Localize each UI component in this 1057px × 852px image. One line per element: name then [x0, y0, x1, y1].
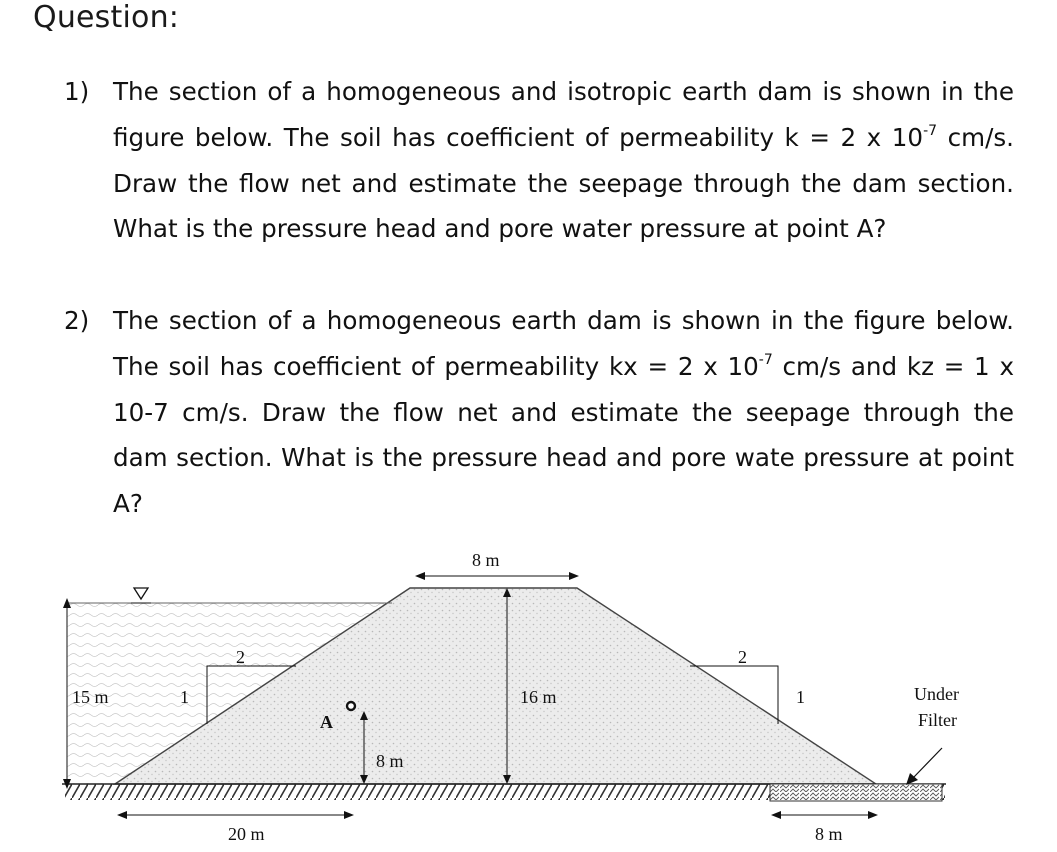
label-downstream-v: 1	[796, 687, 805, 707]
exponent: -7	[758, 351, 773, 368]
question-number: 1)	[64, 77, 90, 106]
arrow-left-icon	[117, 811, 127, 819]
label-filter-line1: Under	[914, 684, 959, 704]
question-text-part: cm/s. Draw the flow net and estimate the seepage through the dam section. What is the pressure head and pore water pressure at point A?	[113, 122, 1015, 244]
label-upstream-base: 20 m	[228, 824, 265, 844]
exponent: -7	[923, 122, 938, 139]
label-water-depth: 15 m	[72, 687, 109, 707]
page-heading: Question:	[33, 0, 180, 35]
label-upstream-v: 1	[180, 687, 189, 707]
label-crest-width: 8 m	[472, 550, 500, 570]
arrow-left-icon	[771, 811, 781, 819]
label-point-height: 8 m	[376, 751, 404, 771]
question-text-part: The section of a homogeneous and isotropic earth dam is shown in the figure below. The soil has coefficient of permeability k = 2 x 10	[113, 77, 1014, 152]
water-level-icon	[134, 588, 148, 599]
arrow-right-icon	[344, 811, 354, 819]
question-number: 2)	[64, 306, 90, 335]
arrow-left-icon	[415, 572, 425, 580]
label-dam-height: 16 m	[520, 687, 557, 707]
label-point-a: A	[320, 712, 333, 732]
filter-pointer	[913, 748, 942, 778]
arrow-right-icon	[569, 572, 579, 580]
question-text-part: The section of a homogeneous earth dam is shown in the figure below. The soil has coefficient of permeability kx = 2 x 10	[113, 306, 1014, 381]
label-filter-line2: Filter	[918, 710, 957, 730]
arrow-right-icon	[868, 811, 878, 819]
under-filter	[770, 784, 942, 801]
question-text-part: cm/s and kz = 1 x 10-7 cm/s. Draw the flow net and estimate the seepage through the dam section. What is the pressure head and pore wate pressure at point A?	[113, 351, 1014, 519]
label-downstream-h: 2	[738, 647, 747, 667]
point-a-marker	[347, 702, 355, 710]
label-filter-length: 8 m	[815, 824, 843, 844]
label-upstream-h: 2	[236, 647, 245, 667]
